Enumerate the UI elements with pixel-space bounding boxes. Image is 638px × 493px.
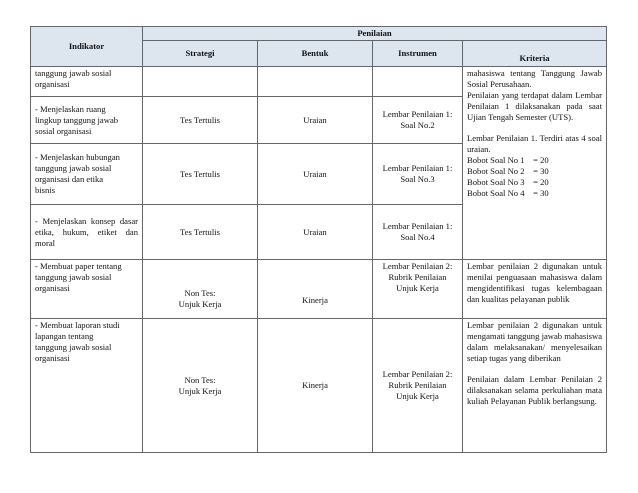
instrumen-cell (373, 144, 463, 205)
indikator-text: - Menjelaskan konsep dasar etika, hukum, etiket dan moral (35, 215, 138, 248)
score-line: Bobot Soal No 1 = 20 (467, 155, 549, 165)
strategi-text: Tes Tertulis (180, 168, 220, 179)
kriteria-1-p1: mahasiswa tentang Tanggung Jawab Sosial Perusahaan. (467, 68, 603, 89)
header-kriteria: Kriteria (463, 41, 607, 67)
indikator-cell (31, 144, 143, 205)
spacer (467, 364, 602, 374)
kriteria-cell-3 (463, 319, 607, 453)
header-bentuk: Bentuk (258, 41, 373, 67)
instrumen-cell (373, 67, 463, 97)
header-row-1 (31, 27, 607, 41)
instrumen-cell (373, 260, 463, 319)
header-strategi: Strategi (143, 41, 258, 67)
score-line: Bobot Soal No 2 = 30 (467, 166, 549, 176)
strategi-cell (143, 144, 258, 205)
kriteria-3-p1: Lembar penilaian 2 digunakan untuk mengamati tanggung jawab mahasiswa dalam melaksanakan/ menyelesaikan setiap tugas yang diberikan (467, 320, 603, 363)
instrumen-text: Lembar Penilaian 2: Rubrik Penilaian Unjuk Kerja (382, 369, 453, 401)
strategi-cell (143, 319, 258, 453)
kriteria-1-p3: Lembar Penilaian 1. Terdiri atas 4 soal uraian. (467, 133, 603, 154)
indikator-cell (31, 205, 143, 260)
header-instrumen: Instrumen (373, 41, 463, 67)
table-row (31, 67, 607, 97)
indikator-cell (31, 319, 143, 453)
strategi-cell (143, 205, 258, 260)
indikator-cell (31, 97, 143, 144)
assessment-table (30, 26, 607, 453)
score-line: Bobot Soal No 3 = 20 (467, 177, 549, 187)
strategi-text: Non Tes: Unjuk Kerja (178, 288, 222, 309)
indikator-cell (31, 67, 143, 97)
indikator-cell (31, 260, 143, 319)
header-indikator: Indikator (31, 27, 143, 67)
bentuk-cell (258, 260, 373, 319)
spacer (467, 123, 602, 133)
header-penilaian: Penilaian (143, 27, 607, 41)
instrumen-cell (373, 205, 463, 260)
instrumen-text: Lembar Penilaian 1: Soal No.3 (382, 163, 453, 184)
table-row (31, 260, 607, 319)
bentuk-text: Kinerja (302, 380, 328, 390)
strategi-cell (143, 260, 258, 319)
bentuk-cell (258, 205, 373, 260)
strategi-text: Non Tes: Unjuk Kerja (178, 374, 222, 396)
indikator-text: - Menjelaskan ruang lingkup tanggung jawab sosial organisasi (35, 103, 119, 136)
bentuk-cell (258, 67, 373, 97)
bentuk-text: Uraian (303, 168, 327, 179)
instrumen-cell (373, 319, 463, 453)
bentuk-cell (258, 97, 373, 144)
assessment-table-container (30, 26, 607, 453)
instrumen-text: Lembar Penilaian 1: Soal No.2 (382, 109, 453, 130)
kriteria-cell-2 (463, 260, 607, 319)
kriteria-2-text: Lembar penilaian 2 digunakan untuk menilai penguasaan mahasiswa dalam mengidentifikasi tugas kelembagaan dan kualitas pelayanan publik (467, 261, 603, 304)
kriteria-cell-1 (463, 67, 607, 260)
kriteria-1-p2: Penilaian yang terdapat dalam Lembar Penilaian 1 dilaksanakan pada saat Ujian Tengah Semester (UTS). (467, 90, 603, 122)
bentuk-cell (258, 144, 373, 205)
indikator-text: - Menjelaskan hubungan tanggung jawab sosial organisasi dan etika bisnis (35, 152, 120, 195)
indikator-text: - Membuat paper tentang tanggung jawab sosial organisasi (35, 261, 122, 293)
indikator-text: tanggung jawab sosial organisasi (35, 68, 112, 89)
kriteria-3-p2: Penilaian dalam Lembar Penilaian 2 dilaksanakan selama perkuliahan mata kuliah Pelayanan Publik berlangsung. (467, 374, 603, 406)
bentuk-text: Uraian (303, 226, 327, 237)
instrumen-cell (373, 97, 463, 144)
instrumen-text: Lembar Penilaian 1: Soal No.4 (382, 221, 453, 242)
strategi-text: Tes Tertulis (180, 114, 220, 125)
strategi-cell (143, 97, 258, 144)
strategi-text: Tes Tertulis (180, 226, 220, 237)
bentuk-text: Uraian (303, 114, 327, 125)
instrumen-text: Lembar Penilaian 2: Rubrik Penilaian Unjuk Kerja (382, 261, 453, 293)
bentuk-cell (258, 319, 373, 453)
strategi-cell (143, 67, 258, 97)
bentuk-text: Kinerja (302, 295, 328, 305)
indikator-text: - Membuat laporan studi lapangan tentang tanggung jawab sosial organisasi (35, 320, 120, 363)
score-line: Bobot Soal No 4 = 30 (467, 188, 549, 198)
table-row (31, 319, 607, 453)
